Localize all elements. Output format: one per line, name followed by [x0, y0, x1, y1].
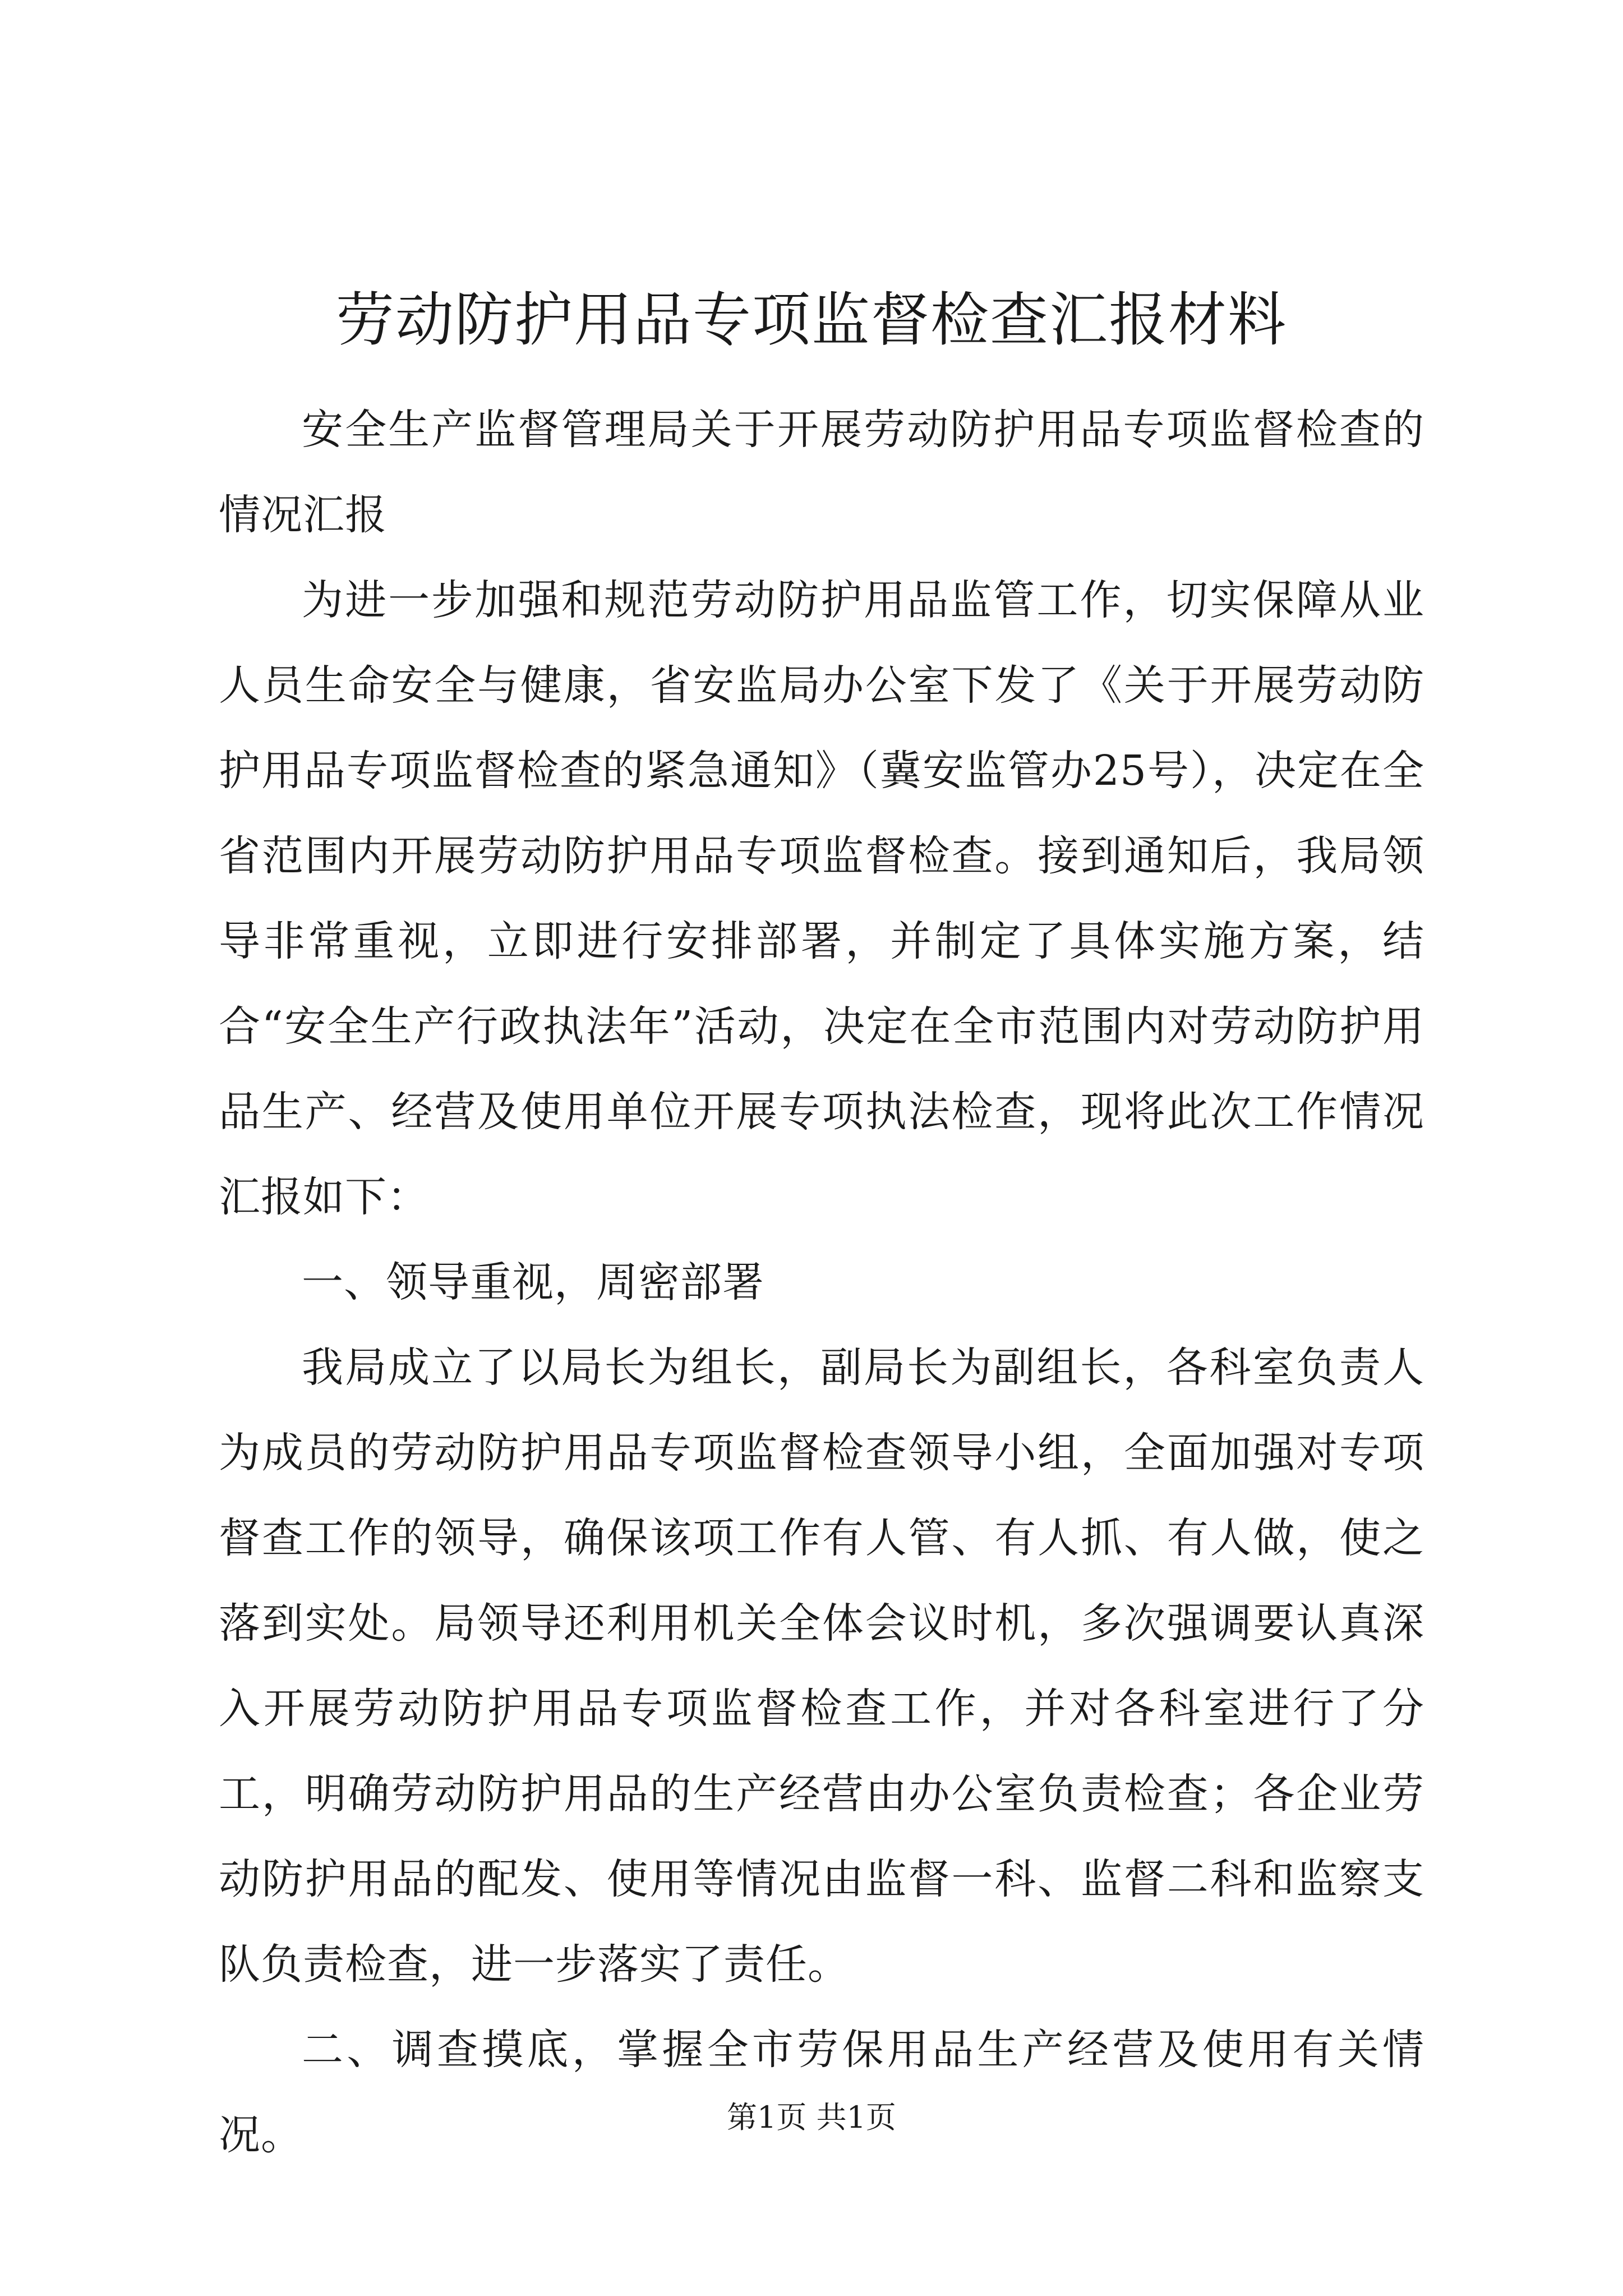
paragraph-section-1: 我局成立了以局长为组长，副局长为副组长，各科室负责人为成员的劳动防护用品专项监督检查领导小组，全面加强对专项督查工作的领导，确保该项工作有人管、有人抓、有人做，使之落到实处。局领导还利用机关全体会议时机，多次强调要认真深入开展劳动防护用品专项监督检查工作，并对各科室进行了分工，明确劳动防护用品的生产经营由办公室负责检查；各企业劳动防护用品的配发、使用等情况由监督一科、监督二科和监察支队负责检查，进一步落实了责任。	[219, 1343, 1424, 1989]
section-heading-2: 二、调查摸底，掌握全市劳保用品生产经营及使用有关情况。	[219, 2026, 1424, 2159]
section-heading-1: 一、领导重视，周密部署	[302, 1258, 764, 1306]
paragraph-intro: 为进一步加强和规范劳动防护用品监管工作，切实保障从业人员生命安全与健康，省安监局办公室下发了《关于开展劳动防护用品专项监督检查的紧急通知》（冀安监管办25号），决定在全省范围内开展劳动防护用品专项监督检查。接到通知后，我局领导非常重视，立即进行安排部署，并制定了具体实施方案，结合“安全生产行政执法年”活动，决定在全市范围内对劳动防护用品生产、经营及使用单位开展专项执法检查，现将此次工作情况汇报如下：	[219, 576, 1424, 1221]
document-body	[219, 387, 1424, 2178]
page-footer: 第1页 共1页	[727, 2100, 896, 2135]
document-title: 劳动防护用品专项监督检查汇报材料	[335, 286, 1287, 354]
paragraph-subtitle: 安全生产监督管理局关于开展劳动防护用品专项监督检查的情况汇报	[219, 406, 1424, 539]
